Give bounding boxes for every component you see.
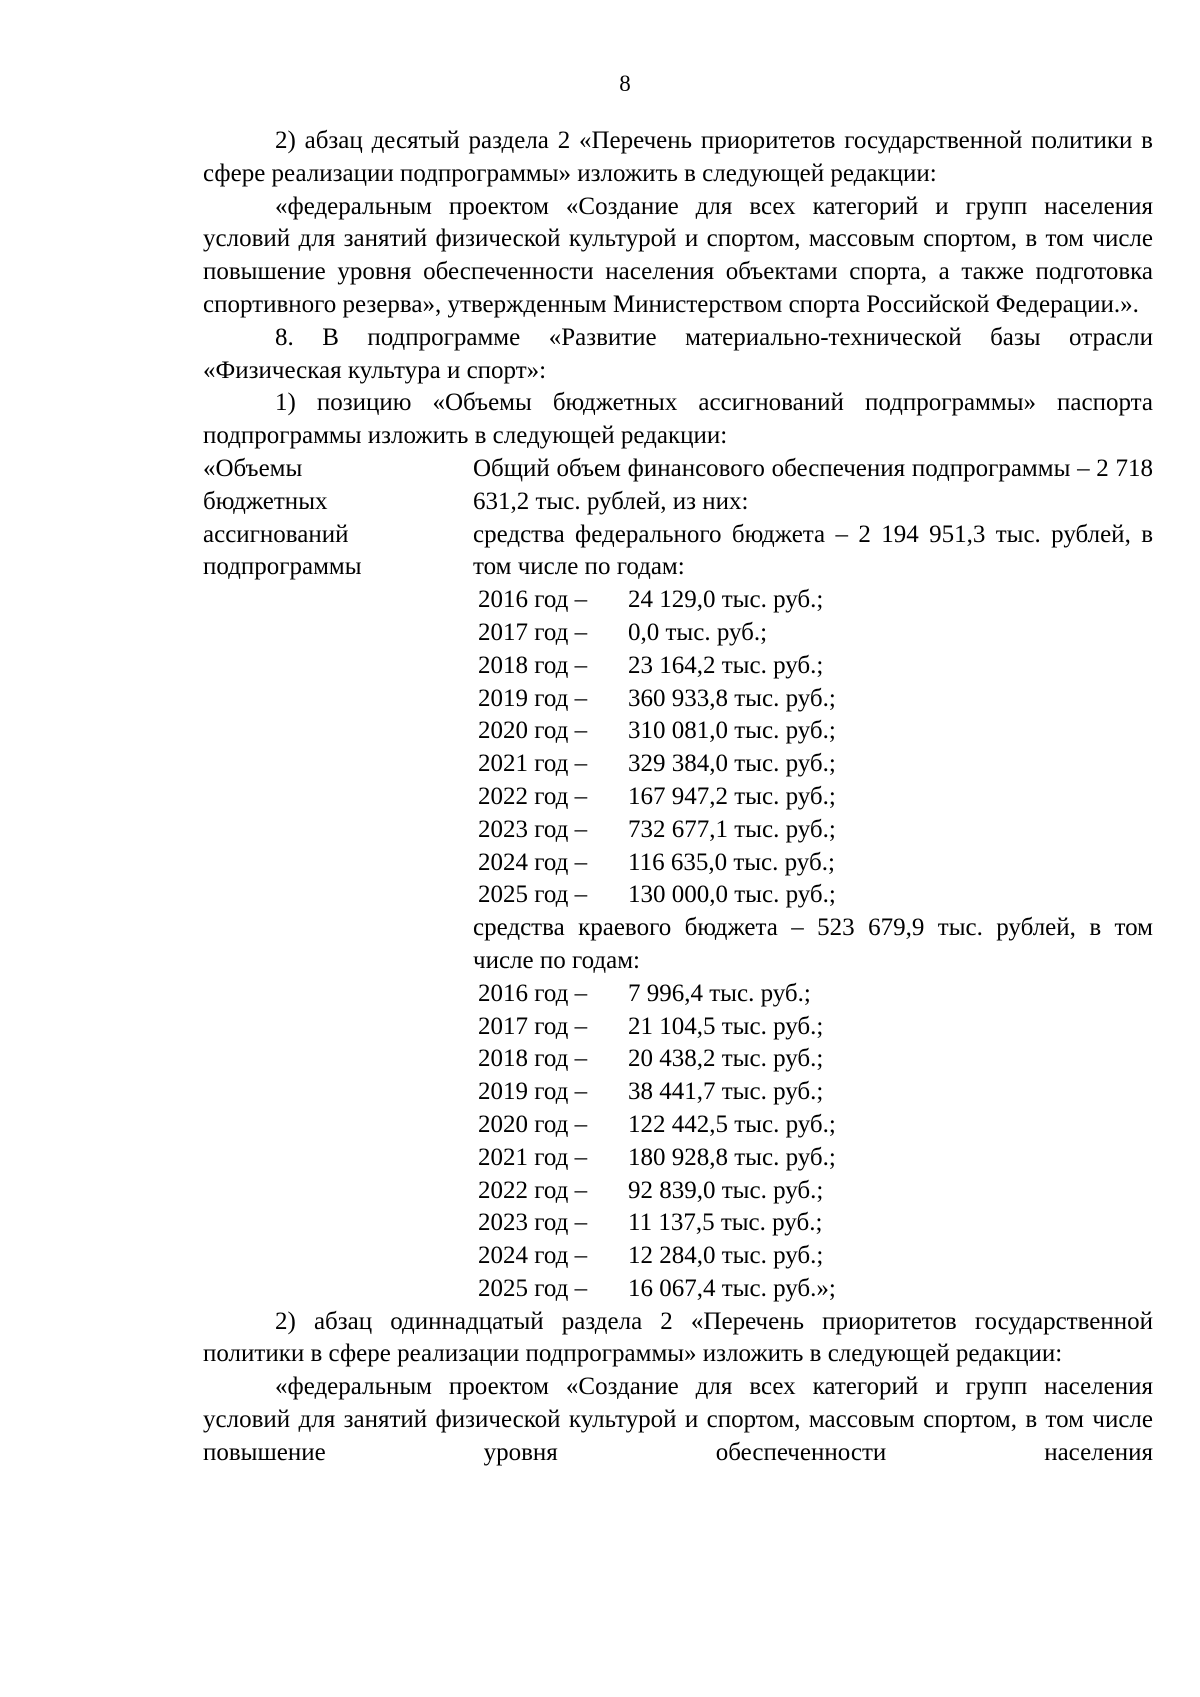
passport-label-line: «Объемы	[203, 454, 303, 482]
page-number: 8	[619, 71, 631, 96]
regional-budget-intro: средства краевого бюджета – 523 679,9 тыс. рублей, в том числе по годам:	[473, 914, 1153, 974]
year-row	[478, 1043, 1153, 1076]
year-value: 11 137,5 тыс. руб.;	[628, 1209, 823, 1237]
year-label: 2024 год –	[478, 1242, 588, 1270]
year-row	[478, 1076, 1153, 1109]
year-value: 180 928,8 тыс. руб.;	[628, 1143, 836, 1171]
year-label: 2018 год –	[478, 1045, 588, 1073]
year-row	[478, 847, 1153, 880]
year-row	[478, 1109, 1153, 1142]
year-row	[478, 1142, 1153, 1175]
year-row	[478, 978, 1153, 1011]
year-row	[478, 1273, 1153, 1306]
year-label: 2016 год –	[478, 586, 588, 614]
federal-budget-intro: средства федерального бюджета – 2 194 951,3 тыс. рублей, в том числе по годам:	[473, 520, 1153, 581]
passport-row-label	[203, 453, 473, 1306]
year-value: 38 441,7 тыс. руб.;	[628, 1078, 824, 1106]
paragraph-section-8: 8. В подпрограмме «Развитие материально-технической базы отрасли «Физическая культура и спорт»:	[203, 323, 1153, 384]
federal-years-list	[478, 584, 1153, 912]
paragraph-amendment-10: 2) абзац десятый раздела 2 «Перечень приоритетов государственной политики в сфере реализации подпрограммы» изложить в следующей редакции:	[203, 127, 1153, 187]
passport-label-line: ассигнований	[203, 520, 349, 548]
year-label: 2019 год –	[478, 1078, 588, 1106]
year-label: 2022 год –	[478, 782, 588, 810]
year-value: 21 104,5 тыс. руб.;	[628, 1012, 824, 1040]
year-label: 2017 год –	[478, 618, 588, 646]
year-row	[478, 814, 1153, 847]
passport-row-content	[473, 453, 1153, 1306]
passport-label-line: подпрограммы	[203, 553, 362, 581]
paragraph-amendment-11: 2) абзац одиннадцатый раздела 2 «Перечень приоритетов государственной политики в сфере реализации подпрограммы» изложить в следующей редакции:	[203, 1307, 1153, 1368]
year-label: 2019 год –	[478, 684, 588, 712]
year-row	[478, 650, 1153, 683]
year-label: 2021 год –	[478, 1143, 588, 1171]
total-financing: Общий объем финансового обеспечения подпрограммы – 2 718 631,2 тыс. рублей, из них:	[473, 454, 1153, 515]
year-value: 360 933,8 тыс. руб.;	[628, 684, 836, 712]
regional-years-list	[478, 978, 1153, 1306]
year-value: 116 635,0 тыс. руб.;	[628, 848, 835, 876]
year-value: 167 947,2 тыс. руб.;	[628, 782, 836, 810]
year-value: 92 839,0 тыс. руб.;	[628, 1176, 824, 1204]
year-row	[478, 617, 1153, 650]
year-value: 12 284,0 тыс. руб.;	[628, 1242, 824, 1270]
year-label: 2024 год –	[478, 848, 588, 876]
year-label: 2025 год –	[478, 881, 588, 909]
year-label: 2021 год –	[478, 750, 588, 778]
year-value: 23 164,2 тыс. руб.;	[628, 651, 824, 679]
year-value: 122 442,5 тыс. руб.;	[628, 1110, 836, 1138]
year-label: 2017 год –	[478, 1012, 588, 1040]
year-row	[478, 1175, 1153, 1208]
year-value: 0,0 тыс. руб.;	[628, 618, 768, 646]
year-value: 130 000,0 тыс. руб.;	[628, 881, 836, 909]
year-row	[478, 584, 1153, 617]
year-label: 2020 год –	[478, 1110, 588, 1138]
year-row	[478, 1011, 1153, 1044]
year-row	[478, 781, 1153, 814]
year-row	[478, 748, 1153, 781]
year-label: 2023 год –	[478, 815, 588, 843]
year-value: 16 067,4 тыс. руб.»;	[628, 1274, 836, 1302]
passport-budget-table	[203, 453, 1153, 1306]
year-value: 24 129,0 тыс. руб.;	[628, 586, 824, 614]
paragraph-federal-project-quote-2: «федеральным проектом «Создание для всех категорий и групп населения условий для занятий физической культурой и спортом, массовым спортом, в том числе повышение уровня обеспеченности населения	[203, 1373, 1153, 1466]
year-row	[478, 1240, 1153, 1273]
year-label: 2018 год –	[478, 651, 588, 679]
year-label: 2016 год –	[478, 979, 588, 1007]
paragraph-passport-position: 1) позицию «Объемы бюджетных ассигнований подпрограммы» паспорта подпрограммы изложить в следующей редакции:	[203, 389, 1153, 450]
paragraph-federal-project-quote: «федеральным проектом «Создание для всех категорий и групп населения условий для занятий физической культурой и спортом, массовым спортом, в том числе повышение уровня обеспеченности населения объектами спорта, а также подготовка спортивного резерва», утвержденным Министерством спорта Российской Федерации.».	[203, 192, 1153, 318]
year-row	[478, 1207, 1153, 1240]
year-value: 732 677,1 тыс. руб.;	[628, 815, 836, 843]
year-value: 329 384,0 тыс. руб.;	[628, 750, 836, 778]
document-body	[203, 125, 1153, 1470]
year-value: 20 438,2 тыс. руб.;	[628, 1045, 824, 1073]
year-value: 7 996,4 тыс. руб.;	[628, 979, 811, 1007]
year-row	[478, 683, 1153, 716]
year-row	[478, 715, 1153, 748]
year-row	[478, 879, 1153, 912]
passport-label-line: бюджетных	[203, 487, 328, 515]
year-value: 310 081,0 тыс. руб.;	[628, 717, 836, 745]
year-label: 2020 год –	[478, 717, 588, 745]
year-label: 2023 год –	[478, 1209, 588, 1237]
year-label: 2025 год –	[478, 1274, 588, 1302]
year-label: 2022 год –	[478, 1176, 588, 1204]
